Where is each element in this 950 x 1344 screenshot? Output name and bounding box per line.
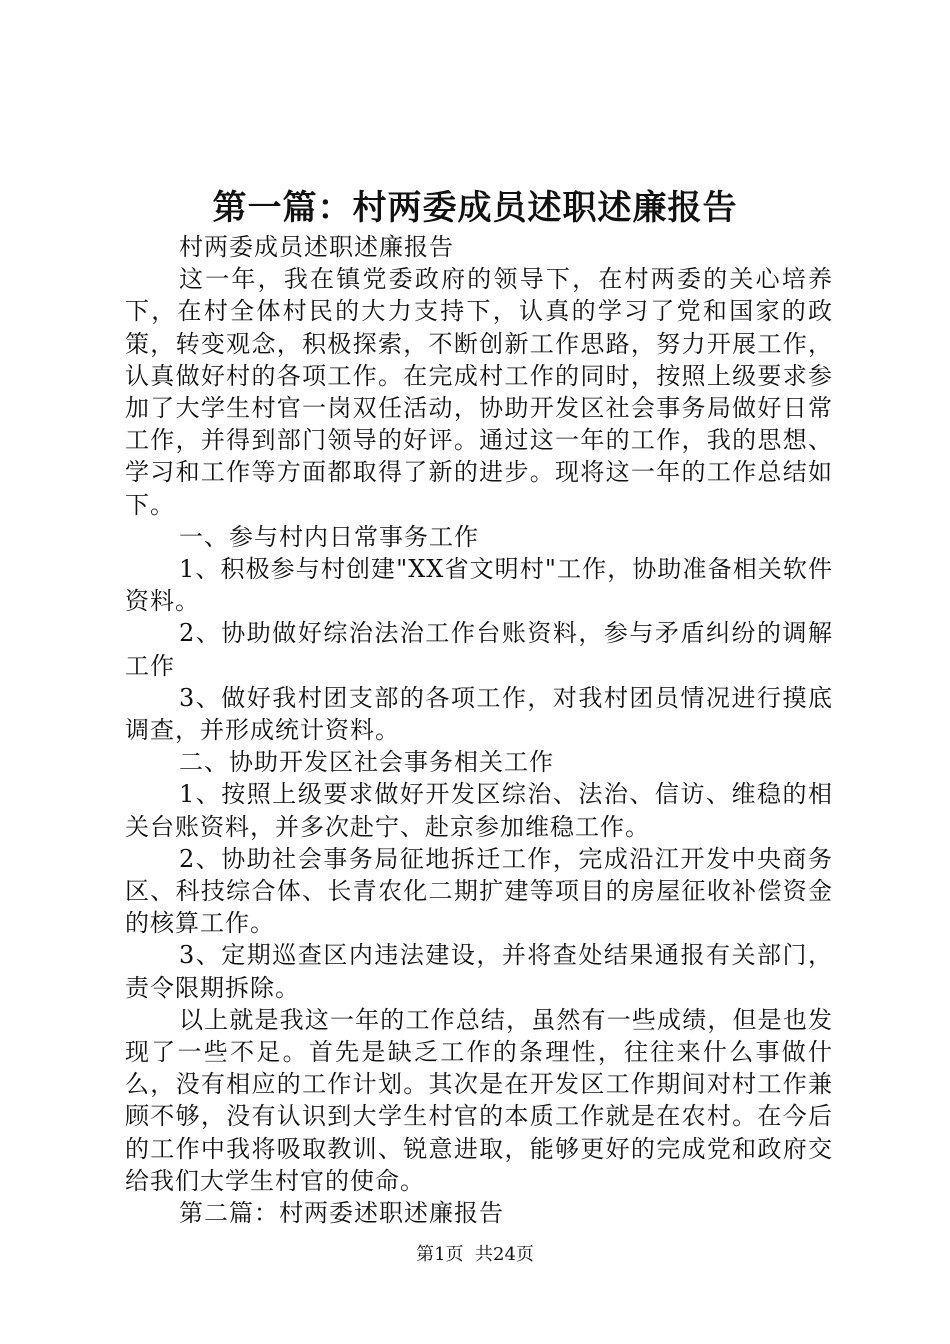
list-item-2-3: 3、定期巡查区内违法建设，并将查处结果通报有关部门，责令限期拆除。 <box>125 941 833 1002</box>
footer-spacer <box>464 1244 475 1265</box>
list-item-1-2: 2、协助做好综治法治工作台账资料，参与矛盾纠纷的调解工作 <box>125 619 833 680</box>
next-chapter-heading: 第二篇：村两委述职述廉报告 <box>179 1199 504 1228</box>
list-item-1-3: 3、做好我村团支部的各项工作，对我村团员情况进行摸底调查，并形成统计资料。 <box>125 683 833 745</box>
page-total: 共24页 <box>475 1244 534 1265</box>
page-number: 第1页 <box>416 1244 464 1265</box>
paragraph-intro: 这一年，我在镇党委政府的领导下，在村两委的关心培养下，在村全体村民的大力支持下，认真的学习了党和国家的政策，转变观念，积极探索，不断创新工作思路，努力开展工作，认真做好村的各项工作。在完成村工作的同时，按照上级要求参加了大学生村官一岗双任活动，协助开发区社会事务局做好日常工作，并得到部门领导的好评。通过这一年的工作，我的思想、学习和工作等方面都取得了新的进步。现将这一年的工作总结如下。 <box>125 265 833 519</box>
section-heading-1: 一、参与村内日常事务工作 <box>179 522 479 551</box>
page-footer <box>0 1243 950 1267</box>
document-body <box>125 231 833 1229</box>
document-title: 第一篇：村两委成员述职述廉报告 <box>212 188 738 228</box>
section-heading-2: 二、协助开发区社会事务相关工作 <box>179 748 554 777</box>
paragraph-summary: 以上就是我这一年的工作总结，虽然有一些成绩，但是也发现了一些不足。首先是缺乏工作的条理性，往往来什么事做什么，没有相应的工作计划。其次是在开发区工作期间对村工作兼顾不够，没有认识到大学生村官的本质工作就是在农村。在今后的工作中我将吸取教训、锐意进取，能够更好的完成党和政府交给我们大学生村官的使命。 <box>125 1005 833 1195</box>
list-item-2-1: 1、按照上级要求做好开发区综治、法治、信访、维稳的相关台账资料，并多次赴宁、赴京参加维稳工作。 <box>125 780 833 841</box>
list-item-2-2: 2、协助社会事务局征地拆迁工作，完成沿江开发中央商务区、科技综合体、长青农化二期扩建等项目的房屋征收补偿资金的核算工作。 <box>125 844 833 938</box>
list-item-1-1: 1、积极参与村创建"XX省文明村"工作，协助准备相关软件资料。 <box>125 555 833 616</box>
paragraph-subtitle: 村两委成员述职述廉报告 <box>179 233 454 261</box>
